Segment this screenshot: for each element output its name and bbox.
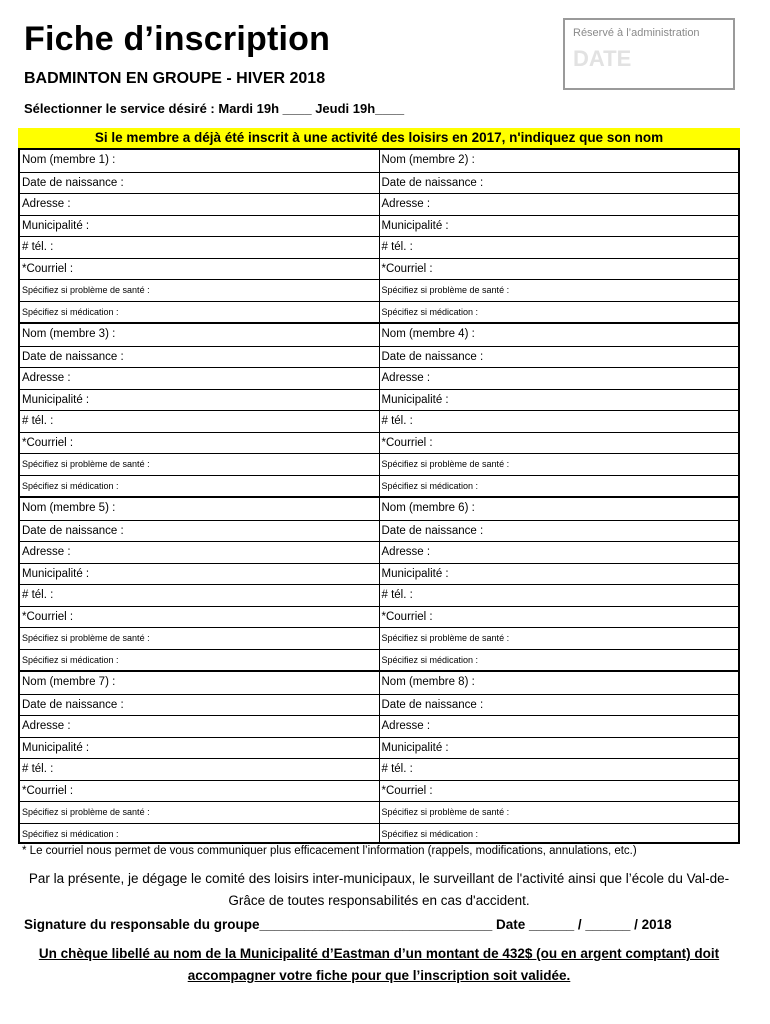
member-name-field[interactable]: Nom (membre 3) : (22, 328, 116, 340)
member-health-field[interactable]: Spécifiez si problème de santé : (380, 627, 739, 649)
form-subtitle: BADMINTON EN GROUPE - HIVER 2018 (24, 70, 326, 87)
member-birthdate-field[interactable]: Date de naissance : (380, 520, 739, 542)
member-health-field[interactable]: Spécifiez si problème de santé : (20, 801, 379, 823)
member-address-field[interactable]: Adresse : (380, 193, 739, 215)
member-medication-field[interactable]: Spécifiez si médication : (20, 823, 379, 845)
member-block-2 (380, 150, 739, 322)
member-block-1 (20, 150, 379, 322)
member-address-field[interactable]: Adresse : (380, 367, 739, 389)
member-address-field[interactable]: Adresse : (20, 541, 379, 563)
member-phone-field[interactable]: # tél. : (380, 758, 739, 780)
members-grid (18, 148, 740, 844)
member-name-field[interactable]: Nom (membre 1) : (22, 154, 116, 166)
member-medication-field[interactable]: Spécifiez si médication : (380, 475, 739, 497)
member-block-5 (20, 496, 379, 670)
member-email-field[interactable]: *Courriel : (20, 780, 379, 802)
member-block-4 (380, 322, 739, 496)
member-health-field[interactable]: Spécifiez si problème de santé : (20, 453, 379, 475)
admin-reserved-box (563, 18, 735, 90)
member-name-field[interactable]: Nom (membre 4) : (381, 328, 475, 340)
signature-date-line[interactable]: Signature du responsable du groupe_______________________________ Date ______ / ______ / 2018 (24, 917, 672, 932)
member-municipality-field[interactable]: Municipalité : (380, 215, 739, 237)
member-municipality-field[interactable]: Municipalité : (20, 389, 379, 411)
member-name-field[interactable]: Nom (membre 2) : (381, 154, 475, 166)
member-phone-field[interactable]: # tél. : (380, 584, 739, 606)
member-health-field[interactable]: Spécifiez si problème de santé : (380, 279, 739, 301)
member-birthdate-field[interactable]: Date de naissance : (20, 520, 379, 542)
member-health-field[interactable]: Spécifiez si problème de santé : (380, 801, 739, 823)
member-email-field[interactable]: *Courriel : (380, 432, 739, 454)
member-address-field[interactable]: Adresse : (380, 715, 739, 737)
member-birthdate-field[interactable]: Date de naissance : (380, 172, 739, 194)
member-birthdate-field[interactable]: Date de naissance : (20, 172, 379, 194)
previous-member-banner: Si le membre a déjà été inscrit à une activité des loisirs en 2017, n'indiquez que son nom (18, 128, 740, 148)
member-block-3 (20, 322, 379, 496)
liability-release-text: Par la présente, je dégage le comité des loisirs inter-municipaux, le surveillant de l'activité ainsi que l’école du Val-de-Grâce de toutes responsabilités en cas d'accident. (28, 871, 730, 908)
email-footnote: * Le courriel nous permet de vous communiquer plus efficacement l’information (rappels, modifications, annulations, etc.) (22, 845, 637, 857)
member-phone-field[interactable]: # tél. : (20, 410, 379, 432)
member-municipality-field[interactable]: Municipalité : (20, 215, 379, 237)
member-phone-field[interactable]: # tél. : (380, 410, 739, 432)
member-phone-field[interactable]: # tél. : (20, 584, 379, 606)
member-medication-field[interactable]: Spécifiez si médication : (380, 823, 739, 845)
member-name-field[interactable]: Nom (membre 7) : (22, 676, 116, 688)
member-medication-field[interactable]: Spécifiez si médication : (380, 301, 739, 323)
member-email-field[interactable]: *Courriel : (20, 432, 379, 454)
member-email-field[interactable]: *Courriel : (20, 606, 379, 628)
member-block-7 (20, 670, 379, 844)
member-medication-field[interactable]: Spécifiez si médication : (20, 475, 379, 497)
member-address-field[interactable]: Adresse : (20, 367, 379, 389)
member-email-field[interactable]: *Courriel : (380, 258, 739, 280)
member-health-field[interactable]: Spécifiez si problème de santé : (380, 453, 739, 475)
member-phone-field[interactable]: # tél. : (20, 758, 379, 780)
member-birthdate-field[interactable]: Date de naissance : (380, 346, 739, 368)
member-address-field[interactable]: Adresse : (20, 193, 379, 215)
payment-instructions: Un chèque libellé au nom de la Municipalité d’Eastman d’un montant de 432$ (ou en argent comptant) doit accompagner votre fiche pour que l’inscription soit validée. (38, 946, 720, 983)
member-municipality-field[interactable]: Municipalité : (380, 737, 739, 759)
member-email-field[interactable]: *Courriel : (380, 606, 739, 628)
member-medication-field[interactable]: Spécifiez si médication : (380, 649, 739, 671)
member-municipality-field[interactable]: Municipalité : (380, 389, 739, 411)
member-address-field[interactable]: Adresse : (20, 715, 379, 737)
member-medication-field[interactable]: Spécifiez si médication : (20, 301, 379, 323)
member-health-field[interactable]: Spécifiez si problème de santé : (20, 627, 379, 649)
member-name-field[interactable]: Nom (membre 5) : (22, 502, 116, 514)
member-name-field[interactable]: Nom (membre 6) : (381, 502, 475, 514)
member-birthdate-field[interactable]: Date de naissance : (20, 346, 379, 368)
member-birthdate-field[interactable]: Date de naissance : (20, 694, 379, 716)
admin-date-watermark: DATE (573, 46, 632, 71)
member-phone-field[interactable]: # tél. : (380, 236, 739, 258)
member-municipality-field[interactable]: Municipalité : (20, 563, 379, 585)
member-medication-field[interactable]: Spécifiez si médication : (20, 649, 379, 671)
service-selection-line: Sélectionner le service désiré : Mardi 19h ____ Jeudi 19h____ (24, 101, 405, 116)
member-municipality-field[interactable]: Municipalité : (20, 737, 379, 759)
member-phone-field[interactable]: # tél. : (20, 236, 379, 258)
member-health-field[interactable]: Spécifiez si problème de santé : (20, 279, 379, 301)
member-birthdate-field[interactable]: Date de naissance : (380, 694, 739, 716)
admin-reserved-label: Réservé à l’administration (573, 27, 700, 39)
member-municipality-field[interactable]: Municipalité : (380, 563, 739, 585)
member-address-field[interactable]: Adresse : (380, 541, 739, 563)
member-block-6 (380, 496, 739, 670)
members-column-right (379, 150, 739, 842)
member-name-field[interactable]: Nom (membre 8) : (381, 676, 475, 688)
member-email-field[interactable]: *Courriel : (20, 258, 379, 280)
form-title: Fiche d’inscription (24, 20, 331, 58)
member-email-field[interactable]: *Courriel : (380, 780, 739, 802)
members-column-left (20, 150, 379, 842)
member-block-8 (380, 670, 739, 844)
